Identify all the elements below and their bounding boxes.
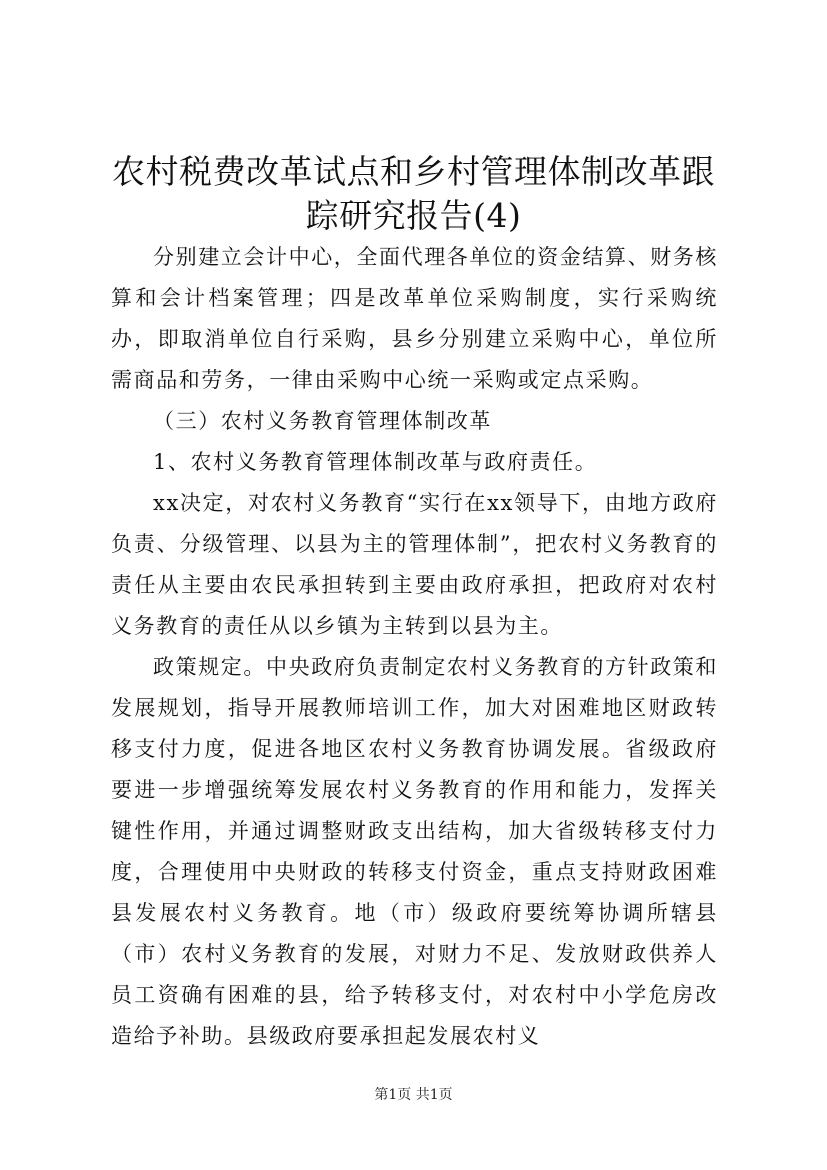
paragraph-decision: xx决定，对农村义务教育“实行在xx领导下，由地方政府负责、分级管理、以县为主的管理体制”，把农村义务教育的责任从主要由农民承担转到主要由政府承担，把政府对农村义务教育的责任从以乡镇为主转到以县为主。 xyxy=(111,491,718,638)
document-title: 农村税费改革试点和乡村管理体制改革跟踪研究报告(4) xyxy=(112,152,715,235)
paragraph-accounting-procurement: 分别建立会计中心，全面代理各单位的资金结算、财务核算和会计档案管理；四是改革单位采购制度，实行采购统办，即取消单位自行采购，县乡分别建立采购中心，单位所需商品和劳务，一律由采购中心统一采购或定点采购。 xyxy=(111,245,718,392)
page-footer: 第1页 共1页 xyxy=(374,1087,453,1103)
document-body xyxy=(111,237,718,1057)
section-heading-education-reform: （三）农村义务教育管理体制改革 xyxy=(153,409,492,433)
subsection-heading-government-responsibility: 1、农村义务教育管理体制改革与政府责任。 xyxy=(153,450,598,474)
paragraph-policy-provisions: 政策规定。中央政府负责制定农村义务教育的方针政策和发展规划，指导开展教师培训工作，加大对困难地区财政转移支付力度，促进各地区农村义务教育协调发展。省级政府要进一步增强统筹发展农村义务教育的作用和能力，发挥关键性作用，并通过调整财政支出结构，加大省级转移支付力度，合理使用中央财政的转移支付资金，重点支持财政困难县发展农村义务教育。地（市）级政府要统筹协调所辖县（市）农村义务教育的发展，对财力不足、发放财政供养人员工资确有困难的县，给予转移支付，对农村中小学危房改造给予补助。县级政府要承担起发展农村义 xyxy=(111,655,718,1048)
